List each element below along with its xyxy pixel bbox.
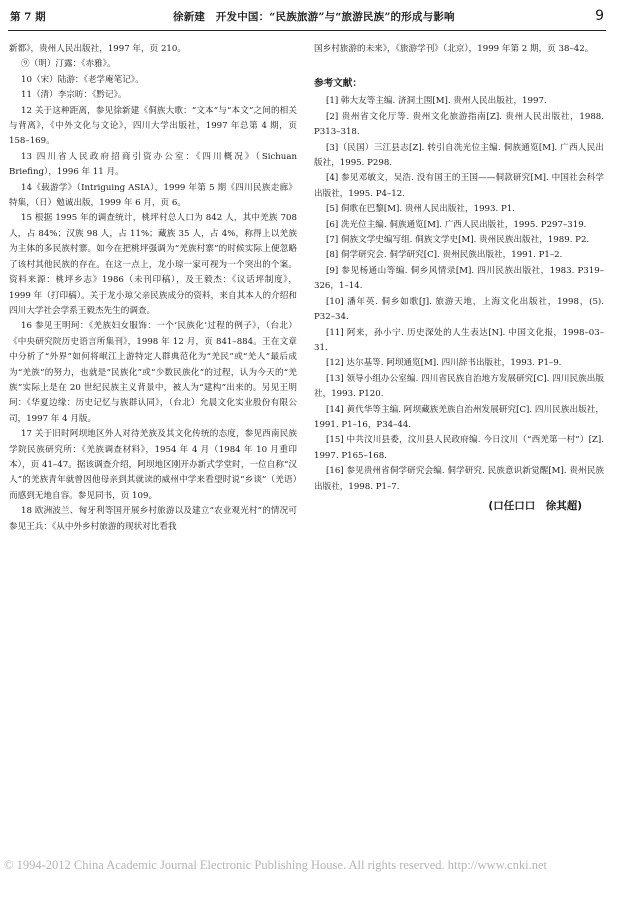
note-continuation: 新都》，贵州人民出版社，1997 年，页 210。 — [9, 44, 186, 54]
references-column — [314, 42, 604, 514]
note-15: 15 根据 1995 年的调查统计，桃坪村总人口为 842 人，其中羌族 708 人，占 84%；汉族 98 人，占 11%；藏族 35 人，占 4%，称得上以羌族为主体的多民族村寨。如今在把桃坪强调为“羌族村寨”的时候实际上便忽略了该村其他民族的存在。在这一点上，龙小琼一家可视为一个突出的个案。资料来源：桃坪乡志》1986（未刊印稿），及王毅杰：《议话坪制度》，1999 年（打印稿）。关于龙小琼父亲民族成分的资料，来自其本人的介绍和四川大学社会学系王毅杰先生的调查。 — [9, 213, 297, 316]
copyright-footer — [0, 856, 617, 874]
reference-item: [14] 黄代华等主编. 阿坝藏族羌族自治州发展研究[C]. 四川民族出版社，1991. P1–16，P34–44. — [314, 404, 604, 430]
running-header — [8, 8, 606, 26]
copyright-text: © 1994-2012 China Academic Journal Electronic Publishing House. All rights reserved. http://www.cnki.net — [4, 858, 547, 872]
reference-item: [12] 达尔基等. 阿坝通览[M]. 四川辞书出版社，1993. P1–9. — [326, 358, 562, 369]
issue-number: 第 7 期 — [10, 11, 46, 23]
editor-credit: (口任口口 徐其超) — [488, 499, 582, 512]
reference-item: [4] 参见邓敏文，吴浩. 没有国王的王国——侗款研究[M]. 中国社会科学出版社，1995. P4–12. — [314, 173, 604, 199]
note-18-continuation: 国乡村旅游的未来》，《旅游学刊》（北京），1999 年第 2 期，页 38–42。 — [314, 44, 594, 54]
page-number: 9 — [595, 8, 604, 24]
reference-item: [1] 韩大友等主编. 济洞土围[M]. 贵州人民出版社，1997. — [326, 96, 547, 107]
reference-item: [2] 贵州省文化厅等. 贵州文化旅游指南[Z]. 贵州人民出版社，1988. P313–318. — [314, 111, 604, 138]
notes-column — [9, 42, 297, 535]
note-11: 11（清）李宗昉：《黔记》。 — [21, 90, 127, 101]
reference-item: [13] 领导小组办公室编. 四川省民族自治地方发展研究[C]. 四川民族出版社，1993. P120. — [314, 373, 604, 400]
reference-item: [5] 侗歌在巴黎[M]. 贵州人民出版社，1993. P1. — [326, 204, 515, 215]
reference-item: [3]（民国）三江县志[Z]. 转引自冼光位主编. 侗族通览[M]. 广西人民出版社，1995. P298. — [314, 142, 604, 169]
note-13: 13 四川省人民政府招商引资办公室：《四川概况》（Sichuan Briefing），1996 年 11 月。 — [9, 151, 297, 178]
running-title: 徐新建 开发中国：“民族旅游”与“旅游民族”的形成与影响 — [173, 11, 455, 23]
note-16: 16 参见王明珂：《羌族妇女服饰：一个‘民族化’过程的例子》，（台北）《中央研究院历史语言所集刊》，1998 年 12 月，页 841–884。王在文章中分析了“外界”如何将岷江上游特定人群典范化为“羌民”或“羌人”最后成为“羌族”的努力，也就是“民族化”或“少数民族化”的过程，认为今天的“羌族”实际上是在 20 世纪民族主义背景中，被人为“建构”出来的。另见王明珂：《华夏边缘：历史记忆与族群认同》，（台北）允晨文化实业股份有限公司，1997 年 4 月版。 — [9, 321, 297, 424]
references-heading: 参考文献： — [314, 78, 362, 90]
reference-item: [10] 潘年英. 侗乡如歌[J]. 旅游天地，上海文化出版社，1998，(5). P32–34. — [314, 296, 604, 323]
note-9: ⑨（明）汀露：《赤雅》。 — [21, 59, 116, 70]
reference-item: [6] 冼光位主编. 侗族通览[M]. 广西人民出版社，1995. P297–319. — [326, 219, 587, 230]
reference-item: [9] 参见杨通山等编. 侗乡风情录[M]. 四川民族出版社，1983. P319–326，1–14. — [314, 265, 604, 292]
note-12: 12 关于这种距离，参见徐新建《侗族大歌：“文本”与“本文”之间的相关与背离》，《中外文化与文论》，四川大学出版社，1997 年总第 4 期，页 158–169。 — [9, 105, 297, 147]
reference-item: [16] 参见贵州省侗学研究会编. 侗学研究. 民族意识新觉醒[M]. 贵州民族出版社，1998. P1–7. — [314, 466, 604, 492]
reference-item: [11] 阿来，孙小宁. 历史深处的人生表达[N]. 中国文化报，1998–03–31. — [314, 327, 604, 353]
reference-item: [8] 侗学研究会. 侗学研究[C]. 贵州民族出版社，1991. P1–2. — [326, 250, 563, 261]
note-10: 10（宋）陆游：《老学庵笔记》。 — [21, 74, 144, 85]
reference-item: [7] 侗族文学史编写组. 侗族文学史[M]. 贵州民族出版社，1989. P2. — [326, 235, 590, 246]
note-17: 17 关于旧时阿坝地区外人对待羌族及其文化传统的态度，参见西南民族学院民族研究所：《羌族调查材料》，1954 年 4 月（1984 年 10 月重印本），页 41–47。据该调查介绍，阿坝地区刚开办新式学堂时，一位自称“汉人”的羌族青年就曾因他母亲到其就读的威州中学来看望时说“乡谈”（羌语）而感到无地自容。参见同书，页 109。 — [9, 429, 297, 501]
header-rule — [8, 30, 606, 31]
note-14: 14《载游学》（Intriguing ASIA），1999 年第 5 期《四川民族走廊》特集，（日）勉诚出版，1999 年 6 月，页 6。 — [9, 182, 297, 209]
reference-item: [15] 中共汶川县委，汶川县人民政府编. 今日汶川（“西羌第一村”）[Z]. 1997. P165–168. — [314, 435, 604, 461]
note-18: 18 欧洲波兰、匈牙利等国开展乡村旅游以及建立“农业观光村”的情况可参见王兵：《从中外乡村旅游的现状对比看我 — [9, 506, 297, 532]
